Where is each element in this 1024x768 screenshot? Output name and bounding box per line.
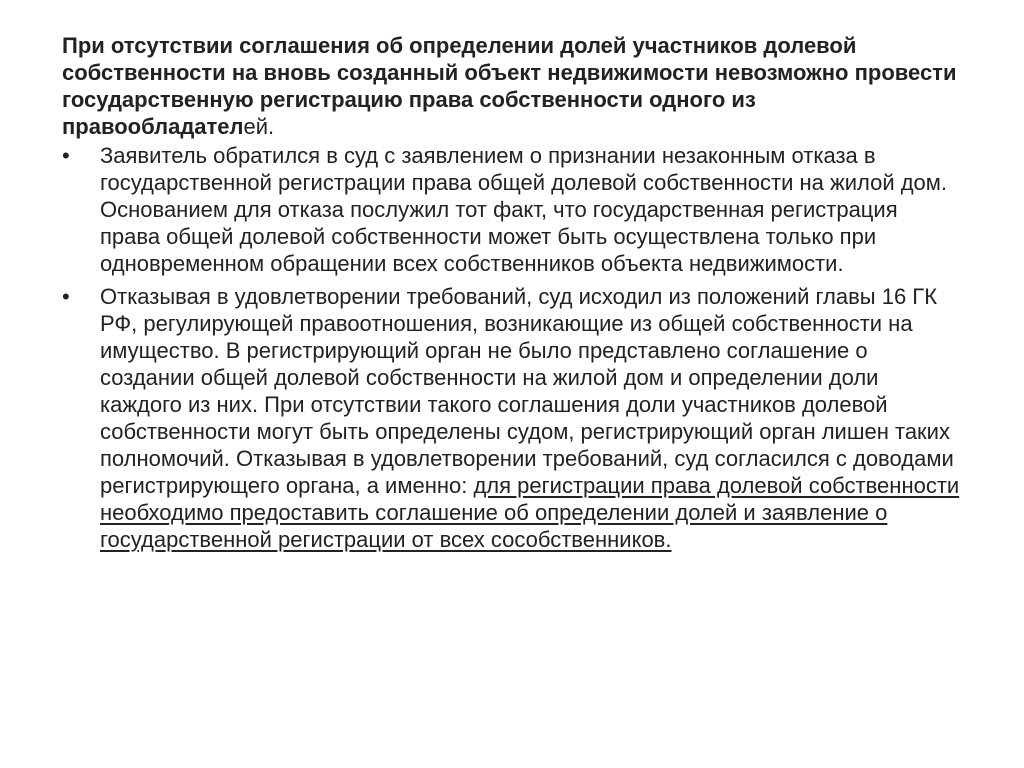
heading-tail-text: ей.: [243, 114, 275, 139]
bullet-text: Заявитель обратился в суд с заявлением о признании незаконным отказа в государственной регистрации права общей долевой собственности на жилой дом. Основанием для отказа послужил тот факт, что государственная регистрация права общей долевой собственности может быть осуществлена только при одновременном обращении всех собственников объекта недвижимости.: [100, 143, 948, 276]
bullet-text: Отказывая в удовлетворении требований, суд исходил из положений главы 16 ГК РФ, регулирующей правоотношения, возникающие из общей собственности на имущество. В регистрирующий орган не было представлено соглашение о создании общей долевой собственности на жилой дом и определении доли каждого из них. При отсутствии такого соглашения доли участников долевой собственности могут быть определены судом, регистрирующий орган лишен таких полномочий. Отказывая в удовлетворении требований, суд согласился с доводами регистрирующего органа, а именно:: [100, 284, 954, 498]
heading-bold-text: При отсутствии соглашения об определении долей участников долевой собственности на вновь созданный объект недвижимости невозможно провести государственную регистрацию права собственности одного из правообладател: [62, 33, 957, 139]
bullet-list: [62, 142, 962, 553]
bullet-item-2: [62, 283, 962, 553]
bullet-icon: •: [62, 143, 70, 168]
slide-content: [62, 32, 962, 559]
bullet-item-1: [62, 142, 962, 277]
bullet-icon: •: [62, 284, 70, 309]
slide-heading: [62, 32, 962, 140]
underlined-conclusion: для регистрации права долевой собственности необходимо предоставить соглашение об определении долей и заявление о государственной регистрации от всех сособственников.: [100, 473, 960, 552]
